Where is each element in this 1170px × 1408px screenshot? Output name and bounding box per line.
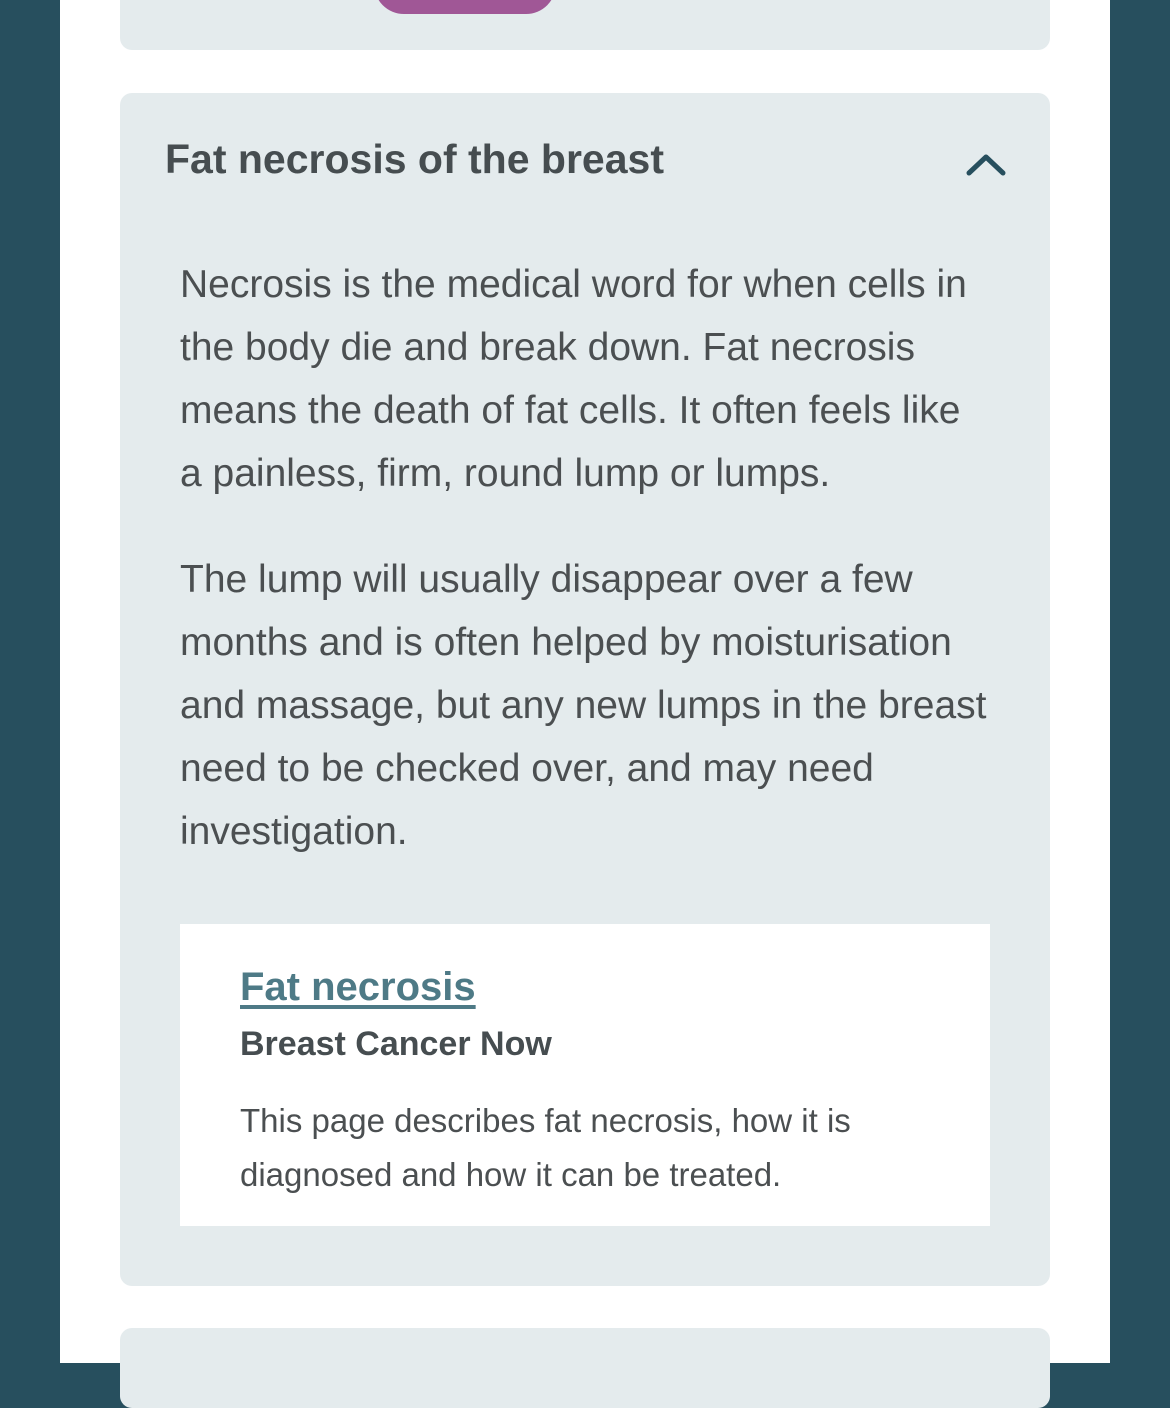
accordion-item-fat-necrosis xyxy=(120,93,1050,1286)
accordion-body xyxy=(180,253,990,906)
accordion-item-previous[interactable] xyxy=(120,0,1050,50)
resource-link[interactable]: Fat necrosis xyxy=(240,965,476,1009)
status-tag xyxy=(374,0,556,14)
body-paragraph: The lump will usually disappear over a few months and is often helped by moisturisation and massage, but any new lumps in the breast need to be checked over, and may need investigation. xyxy=(180,558,987,853)
resource-card xyxy=(180,924,990,1226)
accordion-title[interactable]: Fat necrosis of the breast xyxy=(165,136,664,182)
accordion-item-next[interactable] xyxy=(120,1328,1050,1408)
page-content xyxy=(60,0,1110,1363)
chevron-up-icon[interactable] xyxy=(966,149,1006,183)
accordion-header[interactable] xyxy=(165,131,1010,191)
resource-source: Breast Cancer Now xyxy=(240,1025,552,1063)
body-paragraph: Necrosis is the medical word for when cells in the body die and break down. Fat necrosis means the death of fat cells. It often feels like a painless, firm, round lump or lumps. xyxy=(180,263,967,495)
resource-description: This page describes fat necrosis, how it is diagnosed and how it can be treated. xyxy=(240,1102,851,1193)
